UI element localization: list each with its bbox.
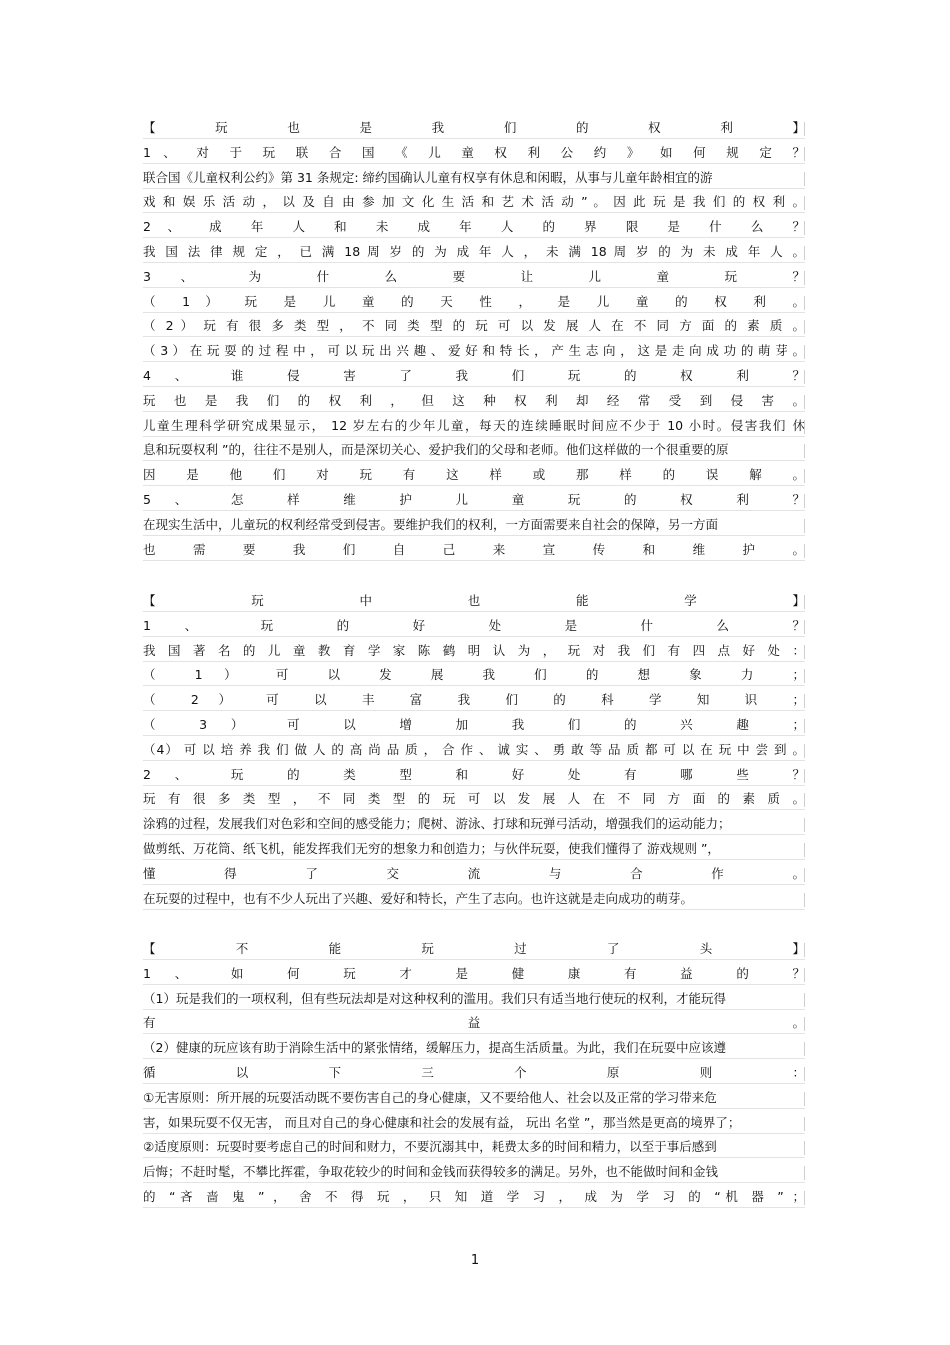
line-rule xyxy=(143,312,805,313)
line-edge xyxy=(804,395,805,409)
line-rule xyxy=(143,661,805,662)
line-rule xyxy=(143,1133,805,1134)
page-number: 1 xyxy=(470,1253,480,1268)
line-edge xyxy=(804,1017,805,1031)
line-edge xyxy=(804,1067,805,1081)
line-edge xyxy=(804,843,805,857)
line-edge xyxy=(804,1141,805,1155)
line-rule xyxy=(143,884,805,885)
line-rule xyxy=(143,984,805,985)
line-edge xyxy=(804,296,805,310)
body-line: 1 、 如 何 玩 才 是 健 康 有 益 的 ？ xyxy=(143,965,805,981)
line-edge xyxy=(804,719,805,733)
line-rule xyxy=(143,510,805,511)
line-rule xyxy=(143,535,805,536)
line-edge xyxy=(804,122,805,136)
line-rule xyxy=(143,262,805,263)
line-edge xyxy=(804,1042,805,1056)
body-line: 联合国《儿童权利公约》第 31 条规定: 缔约国确认儿童有权享有休息和闲暇，从事与儿童年龄相宜的游 xyxy=(143,169,713,185)
line-rule xyxy=(143,163,805,164)
body-line: （ 3 ） 在 玩 耍 的 过 程 中 ， 可 以 玩 出 兴 趣 、 爱 好 和 特 长 ， 产 生 志 向 ， 这 是 走 向 成 功 的 萌 芽 。 xyxy=(143,343,805,359)
body-line: 害，如果玩耍不仅无害， 而且对自己的身心健康和社会的发展有益， 玩出 名堂 ”，那当然是更高的境界了； xyxy=(143,1114,741,1130)
body-line: 懂 得 了 交 流 与 合 作 。 xyxy=(143,865,805,881)
line-rule xyxy=(143,1033,805,1034)
body-line: 戏 和 娱 乐 活 动 ， 以 及 自 由 参 加 文 化 生 活 和 艺 术 活 动 ” 。 因 此 玩 是 我 们 的 权 利 。 xyxy=(143,194,805,210)
line-edge xyxy=(804,669,805,683)
line-edge xyxy=(804,544,805,558)
body-line: 儿童生理科学研究成果显示， 12 岁左右的少年儿童，每天的连续睡眠时间应不少于 10 小时。侵害我们 休 xyxy=(143,417,805,433)
line-rule xyxy=(143,1108,805,1109)
body-line: 5 、 怎 样 维 护 儿 童 玩 的 权 利 ？ xyxy=(143,492,805,507)
line-edge xyxy=(804,943,805,957)
body-line: 4 、 谁 侵 害 了 我 们 玩 的 权 利 ？ xyxy=(143,368,805,383)
body-line: 因 是 他 们 对 玩 有 这 样 或 那 样 的 误 解 。 xyxy=(143,467,805,483)
section-heading: 【 玩 中 也 能 学 】 xyxy=(143,593,805,608)
line-rule xyxy=(143,188,805,189)
line-edge xyxy=(804,420,805,434)
line-rule xyxy=(143,685,805,686)
line-edge xyxy=(804,818,805,832)
line-edge xyxy=(804,744,805,758)
line-rule xyxy=(143,611,805,612)
line-rule xyxy=(143,1009,805,1010)
line-rule xyxy=(143,1058,805,1059)
line-edge xyxy=(804,444,805,458)
line-rule xyxy=(143,485,805,486)
body-line: 后悔；不赶时髦，不攀比挥霍，争取花较少的时间和金钱而获得较多的满足。另外，也不能做时间和金钱 xyxy=(143,1164,719,1180)
line-rule xyxy=(143,785,805,786)
body-line: （ 1 ） 可 以 发 展 我 们 的 想 象 力 ； xyxy=(143,667,805,683)
line-edge xyxy=(804,345,805,359)
body-line: 玩 有 很 多 类 型 ， 不 同 类 型 的 玩 可 以 发 展 人 在 不 同 方 面 的 素 质 。 xyxy=(143,791,805,807)
body-line: 有 益 。 xyxy=(143,1015,805,1031)
body-line: 3 、 为 什 么 要 让 儿 童 玩 ？ xyxy=(143,268,805,284)
line-edge xyxy=(804,1166,805,1180)
line-rule xyxy=(143,859,805,860)
line-rule xyxy=(143,809,805,810)
body-line: 在现实生活中，儿童玩的权利经常受到侵害。要维护我们的权利，一方面需要来自社会的保障，另一方面 xyxy=(143,516,719,532)
body-line: 涂鸦的过程，发展我们对色彩和空间的感受能力；爬树、游泳、打球和玩弹弓活动，增强我们的运动能力； xyxy=(143,816,731,832)
line-edge xyxy=(804,1092,805,1106)
body-line: 在玩耍的过程中，也有不少人玩出了兴趣、爱好和特长，产生了志向。也许这就是走向成功的萌芽。 xyxy=(143,890,694,906)
line-edge xyxy=(804,519,805,533)
line-edge xyxy=(804,620,805,634)
line-rule xyxy=(143,460,805,461)
line-rule xyxy=(143,138,805,139)
line-edge xyxy=(804,246,805,260)
body-line: （ 2 ） 可 以 丰 富 我 们 的 科 学 知 识 ； xyxy=(143,692,805,708)
line-edge xyxy=(804,968,805,982)
line-rule xyxy=(143,735,805,736)
line-edge xyxy=(804,196,805,210)
line-edge xyxy=(804,694,805,708)
line-rule xyxy=(143,560,805,561)
line-rule xyxy=(143,1083,805,1084)
line-edge xyxy=(804,147,805,161)
body-line: 做剪纸、万花筒、纸飞机，能发挥我们无穷的想象力和创造力；与伙伴玩耍，使我们懂得了 游戏规则 ”， xyxy=(143,841,720,856)
section-heading: 【 不 能 玩 过 了 头 】 xyxy=(143,941,805,956)
line-rule xyxy=(143,361,805,362)
body-line: （2）健康的玩应该有助于消除生活中的紧张情绪，缓解压力，提高生活质量。为此，我们在玩耍中应该遵 xyxy=(143,1040,726,1056)
body-line: ②适度原则：玩耍时要考虑自己的时间和财力，不要沉溺其中，耗费太多的时间和精力，以至于事后感到 xyxy=(143,1139,717,1155)
line-edge xyxy=(804,172,805,186)
line-edge xyxy=(804,271,805,285)
body-line: 我 国 著 名 的 儿 童 教 育 学 家 陈 鹤 明 认 为 ， 玩 对 我 们 有 四 点 好 处 ： xyxy=(143,642,805,658)
line-rule xyxy=(143,287,805,288)
line-rule xyxy=(143,1182,805,1183)
line-rule xyxy=(143,1207,805,1208)
line-edge xyxy=(804,1117,805,1131)
body-line: 1 、 对 于 玩 联 合 国 《 儿 童 权 利 公 约 》 如 何 规 定 ？ xyxy=(143,144,805,160)
body-line: 玩 也 是 我 们 的 权 利 ， 但 这 种 权 利 却 经 常 受 到 侵 害 。 xyxy=(143,392,805,408)
line-edge xyxy=(804,469,805,483)
line-rule xyxy=(143,411,805,412)
line-rule xyxy=(143,959,805,960)
line-edge xyxy=(804,769,805,783)
body-line: （ 2 ） 玩 有 很 多 类 型 ， 不 同 类 型 的 玩 可 以 发 展 人 在 不 同 方 面 的 素 质 。 xyxy=(143,318,805,334)
line-rule xyxy=(143,909,805,910)
line-edge xyxy=(804,793,805,807)
line-edge xyxy=(804,893,805,907)
line-edge xyxy=(804,868,805,882)
line-edge xyxy=(804,494,805,508)
body-line: （1）玩是我们的一项权利，但有些玩法却是对这种权利的滥用。我们只有适当地行使玩的权利，才能玩得 xyxy=(143,990,726,1006)
body-line: ①无害原则：所开展的玩耍活动既不要伤害自己的身心健康，又不要给他人、社会以及正常的学习带来危 xyxy=(143,1089,717,1105)
line-rule xyxy=(143,1157,805,1158)
line-edge xyxy=(804,1191,805,1205)
line-rule xyxy=(143,636,805,637)
line-rule xyxy=(143,436,805,437)
line-rule xyxy=(143,237,805,238)
body-line: 息和玩耍权利 ”的，往往不是别人，而是深切关心、爱护我们的父母和老师。他们这样做的一个很重要的原 xyxy=(143,442,729,458)
body-line: 2 、 玩 的 类 型 和 好 处 有 哪 些 ？ xyxy=(143,766,805,782)
line-edge xyxy=(804,993,805,1007)
body-line: 也 需 要 我 们 自 己 来 宣 传 和 维 护 。 xyxy=(143,541,805,557)
line-rule xyxy=(143,710,805,711)
line-rule xyxy=(143,834,805,835)
body-line: 2 、 成 年 人 和 未 成 年 人 的 界 限 是 什 么 ？ xyxy=(143,219,805,235)
body-line: （ 3 ） 可 以 增 加 我 们 的 兴 趣 ； xyxy=(143,717,805,732)
line-rule xyxy=(143,386,805,387)
line-edge xyxy=(804,595,805,609)
body-line: 的 “吝 啬 鬼 ” ， 舍 不 得 玩 ， 只 知 道 学 习 ， 成 为 学 习 的 “机 器 ” ； xyxy=(143,1189,805,1204)
body-line: 1 、 玩 的 好 处 是 什 么 ？ xyxy=(143,617,805,633)
line-rule xyxy=(143,336,805,337)
line-edge xyxy=(804,320,805,334)
section-heading: 【 玩 也 是 我 们 的 权 利 】 xyxy=(143,120,805,135)
body-line: （ 1 ） 玩 是 儿 童 的 天 性 ， 是 儿 童 的 权 利 。 xyxy=(143,293,805,309)
body-line: （4） 可 以 培 养 我 们 做 人 的 高 尚 品 质 ， 合 作 、 诚 实 、 勇 敢 等 品 质 都 可 以 在 玩 中 尝 到 。 xyxy=(143,741,805,757)
body-line: 我 国 法 律 规 定 ， 已 满 18 周 岁 的 为 成 年 人 ， 未 满 18 周 岁 的 为 未 成 年 人 。 xyxy=(143,244,805,259)
line-rule xyxy=(143,760,805,761)
line-edge xyxy=(804,221,805,235)
line-edge xyxy=(804,370,805,384)
line-rule xyxy=(143,212,805,213)
body-line: 循 以 下 三 个 原 则 ： xyxy=(143,1065,805,1080)
line-edge xyxy=(804,645,805,659)
